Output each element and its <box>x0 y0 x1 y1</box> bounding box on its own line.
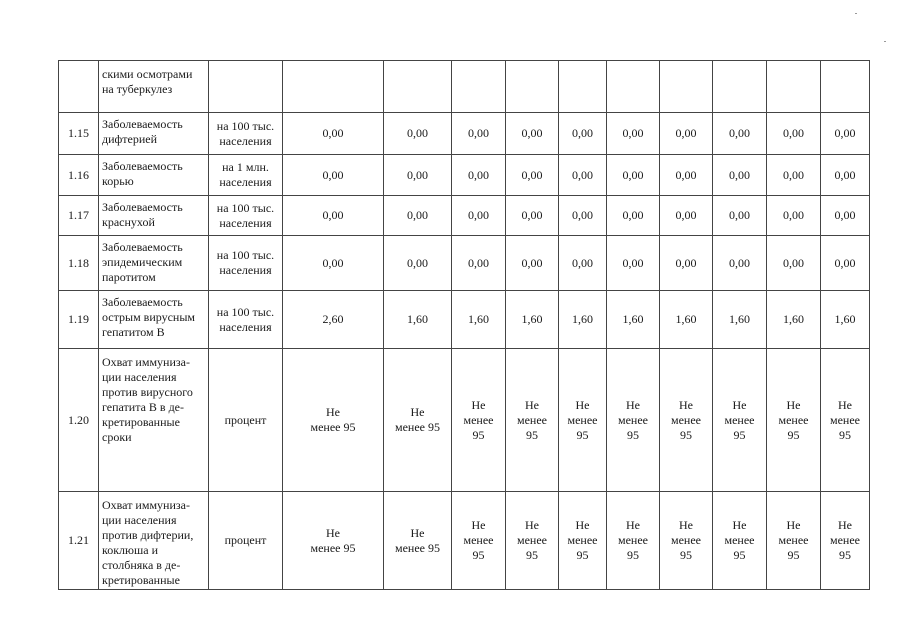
value-cell: 1,60 <box>821 291 870 349</box>
value-cell: 1,60 <box>506 291 559 349</box>
value-cell <box>559 61 607 113</box>
value-cell: 0,00 <box>607 113 660 155</box>
value-cell: Не менее 95 <box>384 349 452 492</box>
row-number: 1.17 <box>59 196 99 236</box>
value-cell: Не менее 95 <box>660 492 713 590</box>
value-cell: 0,00 <box>506 236 559 291</box>
value-cell: Не менее 95 <box>821 492 870 590</box>
value-cell <box>384 61 452 113</box>
value-cell: 0,00 <box>713 196 767 236</box>
row-number <box>59 61 99 113</box>
value-cell: Не менее 95 <box>821 349 870 492</box>
value-cell: Не менее 95 <box>559 349 607 492</box>
value-cell: Не менее 95 <box>283 492 384 590</box>
value-cell <box>506 61 559 113</box>
value-cell: 1,60 <box>384 291 452 349</box>
value-cell: 0,00 <box>767 155 821 196</box>
unit-of-measure <box>209 61 283 113</box>
value-cell: Не менее 95 <box>506 349 559 492</box>
value-cell: 1,60 <box>559 291 607 349</box>
indicator-name: Заболеваемость острым вирусным гепатитом В <box>99 291 209 349</box>
indicator-name: Охват иммуниза- ции населения против дифтерии, коклюша и столбняка в де- кретированные <box>99 492 209 590</box>
value-cell <box>767 61 821 113</box>
value-cell: Не менее 95 <box>713 492 767 590</box>
indicator-name: Заболеваемость эпидемическим паротитом <box>99 236 209 291</box>
value-cell: 0,00 <box>660 113 713 155</box>
row-number: 1.19 <box>59 291 99 349</box>
value-cell: 0,00 <box>559 113 607 155</box>
value-cell: 0,00 <box>559 155 607 196</box>
value-cell: Не менее 95 <box>713 349 767 492</box>
value-cell: 0,00 <box>821 236 870 291</box>
value-cell: 0,00 <box>384 196 452 236</box>
table-row <box>59 61 870 113</box>
value-cell: Не менее 95 <box>384 492 452 590</box>
unit-of-measure: на 100 тыс. населения <box>209 113 283 155</box>
unit-of-measure: на 100 тыс. населения <box>209 196 283 236</box>
indicator-name: Охват иммуниза- ции населения против вирусного гепатита В в де- кретированные сроки <box>99 349 209 492</box>
table-row <box>59 155 870 196</box>
scan-speck <box>855 13 857 14</box>
value-cell: 0,00 <box>283 113 384 155</box>
value-cell: 0,00 <box>767 236 821 291</box>
value-cell: 0,00 <box>452 155 506 196</box>
row-number: 1.21 <box>59 492 99 590</box>
value-cell: 0,00 <box>559 196 607 236</box>
value-cell: Не менее 95 <box>607 492 660 590</box>
value-cell: 1,60 <box>713 291 767 349</box>
value-cell: 1,60 <box>607 291 660 349</box>
value-cell: 0,00 <box>713 236 767 291</box>
row-number: 1.16 <box>59 155 99 196</box>
value-cell: 0,00 <box>821 113 870 155</box>
value-cell <box>660 61 713 113</box>
unit-of-measure: процент <box>209 349 283 492</box>
value-cell: 0,00 <box>607 236 660 291</box>
table-row <box>59 492 870 590</box>
value-cell: 0,00 <box>506 155 559 196</box>
value-cell: Не менее 95 <box>559 492 607 590</box>
value-cell: Не менее 95 <box>452 492 506 590</box>
value-cell: 1,60 <box>660 291 713 349</box>
value-cell: 0,00 <box>660 236 713 291</box>
indicator-name: Заболеваемость краснухой <box>99 196 209 236</box>
unit-of-measure: на 100 тыс. населения <box>209 291 283 349</box>
value-cell: Не менее 95 <box>452 349 506 492</box>
value-cell: 0,00 <box>821 155 870 196</box>
value-cell: Не менее 95 <box>767 492 821 590</box>
value-cell: 0,00 <box>452 113 506 155</box>
value-cell: Не менее 95 <box>283 349 384 492</box>
value-cell: 1,60 <box>452 291 506 349</box>
value-cell: 0,00 <box>506 113 559 155</box>
value-cell: 0,00 <box>713 155 767 196</box>
value-cell: 0,00 <box>607 196 660 236</box>
value-cell <box>607 61 660 113</box>
unit-of-measure: на 1 млн. населения <box>209 155 283 196</box>
value-cell <box>283 61 384 113</box>
indicator-name: Заболеваемость дифтерией <box>99 113 209 155</box>
value-cell: Не менее 95 <box>660 349 713 492</box>
value-cell: 1,60 <box>767 291 821 349</box>
table-row <box>59 113 870 155</box>
value-cell: Не менее 95 <box>607 349 660 492</box>
value-cell: 0,00 <box>713 113 767 155</box>
value-cell: 0,00 <box>283 196 384 236</box>
value-cell: 0,00 <box>559 236 607 291</box>
value-cell: 0,00 <box>767 196 821 236</box>
value-cell: 0,00 <box>506 196 559 236</box>
value-cell <box>821 61 870 113</box>
scan-speck <box>884 41 886 42</box>
value-cell: 0,00 <box>384 113 452 155</box>
value-cell: 0,00 <box>384 155 452 196</box>
value-cell: 0,00 <box>283 155 384 196</box>
table-row <box>59 291 870 349</box>
value-cell: Не менее 95 <box>506 492 559 590</box>
row-number: 1.20 <box>59 349 99 492</box>
value-cell: 0,00 <box>607 155 660 196</box>
table-body <box>59 61 870 590</box>
indicator-name: скими осмотрами на туберкулез <box>99 61 209 113</box>
value-cell <box>713 61 767 113</box>
indicator-name: Заболеваемость корью <box>99 155 209 196</box>
value-cell: 0,00 <box>660 196 713 236</box>
unit-of-measure: процент <box>209 492 283 590</box>
value-cell: 0,00 <box>452 236 506 291</box>
value-cell: 2,60 <box>283 291 384 349</box>
unit-of-measure: на 100 тыс. населения <box>209 236 283 291</box>
value-cell: 0,00 <box>660 155 713 196</box>
value-cell: Не менее 95 <box>767 349 821 492</box>
row-number: 1.15 <box>59 113 99 155</box>
value-cell: 0,00 <box>452 196 506 236</box>
table-row <box>59 196 870 236</box>
indicators-table <box>58 60 870 590</box>
value-cell: 0,00 <box>821 196 870 236</box>
value-cell: 0,00 <box>384 236 452 291</box>
value-cell: 0,00 <box>767 113 821 155</box>
value-cell <box>452 61 506 113</box>
value-cell: 0,00 <box>283 236 384 291</box>
table-row <box>59 236 870 291</box>
table-row <box>59 349 870 492</box>
row-number: 1.18 <box>59 236 99 291</box>
